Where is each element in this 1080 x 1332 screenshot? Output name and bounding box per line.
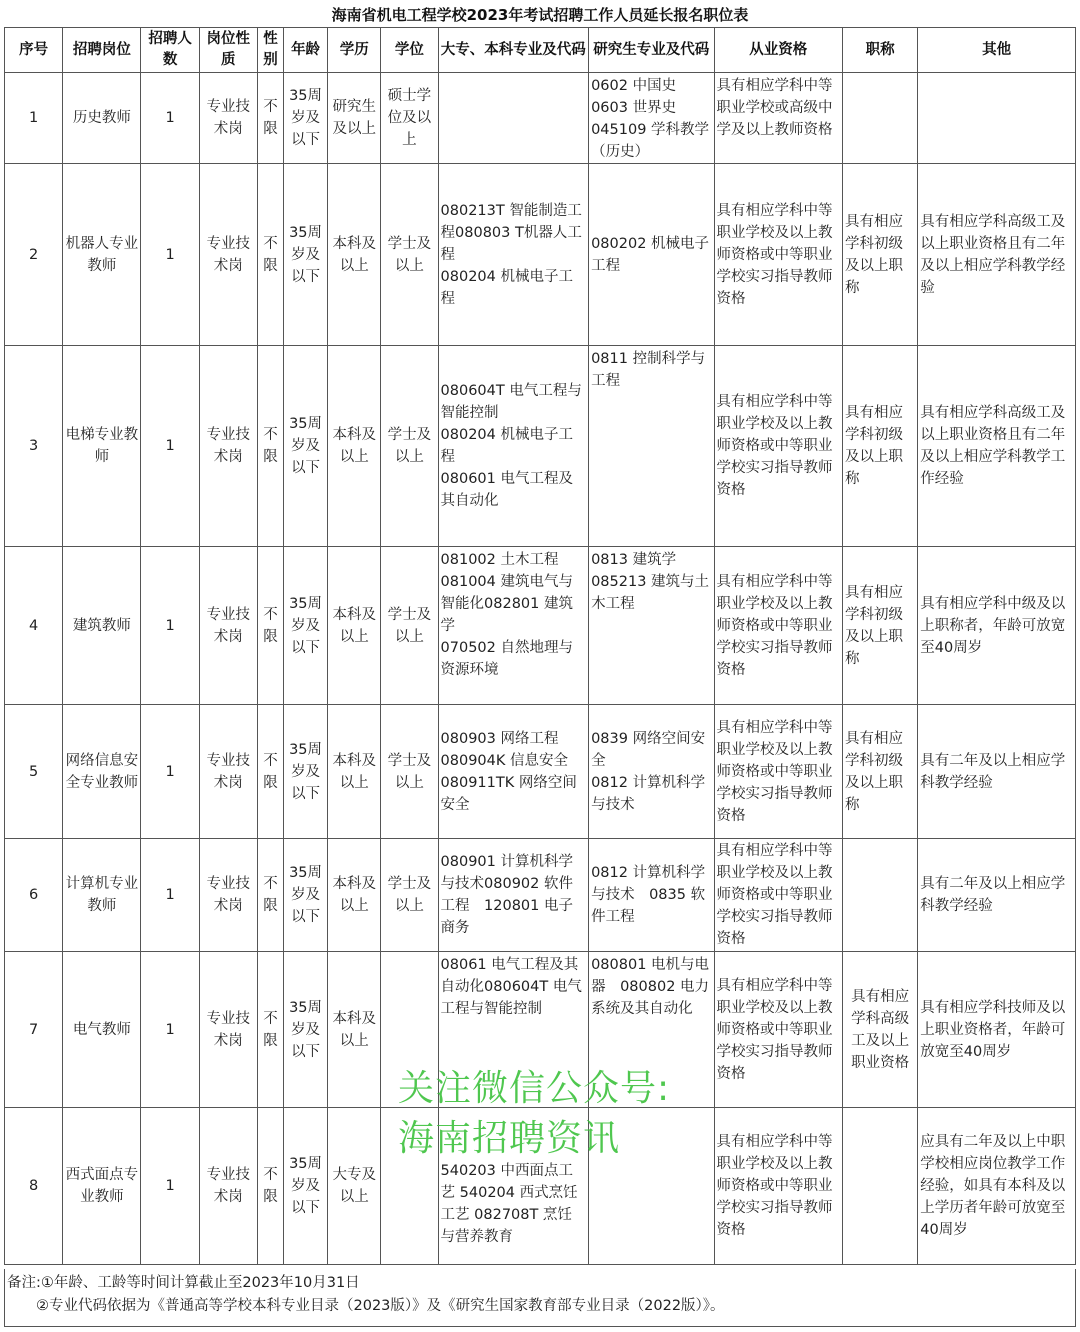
cell-undergrad-major: 081002 土木工程 081004 建筑电气与智能化082801 建筑学 070502 自然地理与资源环境: [438, 547, 589, 705]
cell-count: 1: [141, 73, 199, 164]
header-nature: 岗位性质: [199, 28, 257, 73]
cell-degree: 学士及以上: [381, 164, 438, 346]
cell-undergrad-major: 080901 计算机科学与技术080902 软件工程 120801 电子商务: [438, 839, 589, 952]
cell-nature: 专业技术岗: [199, 73, 257, 164]
cell-no: 3: [5, 346, 63, 547]
table-row: [5, 346, 1076, 547]
cell-post: 西式面点专业教师: [63, 1108, 141, 1265]
header-qualification: 从业资格: [714, 28, 842, 73]
cell-other: 具有相应学科高级工及以上职业资格且有二年及以上相应学科教学经验: [918, 164, 1076, 346]
cell-qualification: 具有相应学科中等职业学校及以上教师资格或中等职业学校实习指导教师资格: [714, 346, 842, 547]
cell-title: 具有相应学科初级及以上职称: [843, 547, 918, 705]
header-other: 其他: [918, 28, 1076, 73]
cell-count: 1: [141, 1108, 199, 1265]
cell-gender: 不限: [257, 1108, 283, 1265]
cell-title: 具有相应学科初级及以上职称: [843, 705, 918, 839]
cell-gender: 不限: [257, 839, 283, 952]
cell-nature: 专业技术岗: [199, 839, 257, 952]
cell-count: 1: [141, 346, 199, 547]
cell-nature: 专业技术岗: [199, 547, 257, 705]
cell-no: 5: [5, 705, 63, 839]
cell-other: 具有相应学科高级工及以上职业资格且有二年及以上相应学科教学工作经验: [918, 346, 1076, 547]
cell-grad-major: 0602 中国史 0603 世界史 045109 学科教学（历史）: [589, 73, 714, 164]
cell-no: 1: [5, 73, 63, 164]
cell-post: 电气教师: [63, 952, 141, 1108]
cell-undergrad-major: 080213T 智能制造工程080803 T机器人工程 080204 机械电子工程: [438, 164, 589, 346]
cell-no: 4: [5, 547, 63, 705]
cell-gender: 不限: [257, 547, 283, 705]
cell-no: 6: [5, 839, 63, 952]
cell-no: 2: [5, 164, 63, 346]
table-row: [5, 73, 1076, 164]
header-count: 招聘人数: [141, 28, 199, 73]
table-row: [5, 839, 1076, 952]
cell-qualification: 具有相应学科中等职业学校及以上教师资格或中等职业学校实习指导教师资格: [714, 705, 842, 839]
watermark-line-2: 海南招聘资讯: [398, 1118, 621, 1159]
cell-grad-major: 0811 控制科学与工程: [589, 346, 714, 547]
cell-age: 35周岁及以下: [283, 839, 327, 952]
header-education: 学历: [328, 28, 381, 73]
cell-degree: 学士及以上: [381, 547, 438, 705]
cell-degree: 学士及以上: [381, 346, 438, 547]
header-gender: 性别: [257, 28, 283, 73]
cell-title: 具有相应学科初级及以上职称: [843, 164, 918, 346]
cell-grad-major: 0813 建筑学 085213 建筑与土木工程: [589, 547, 714, 705]
header-title: 职称: [843, 28, 918, 73]
table-title: 海南省机电工程学校2023年考试招聘工作人员延长报名职位表: [331, 6, 749, 24]
cell-grad-major: 0812 计算机科学与技术 0835 软件工程: [589, 839, 714, 952]
cell-other: 具有相应学科技师及以上职业资格者，年龄可放宽至40周岁: [918, 952, 1076, 1108]
cell-other: 具有二年及以上相应学科教学经验: [918, 705, 1076, 839]
cell-age: 35周岁及以下: [283, 952, 327, 1108]
cell-other: [918, 73, 1076, 164]
cell-post: 计算机专业教师: [63, 839, 141, 952]
cell-grad-major: 080202 机械电子工程: [589, 164, 714, 346]
cell-post: 建筑教师: [63, 547, 141, 705]
cell-post: 机器人专业教师: [63, 164, 141, 346]
cell-undergrad-major: 080604T 电气工程与智能控制 080204 机械电子工程 080601 电气工程及其自动化: [438, 346, 589, 547]
cell-qualification: 具有相应学科中等职业学校及以上教师资格或中等职业学校实习指导教师资格: [714, 952, 842, 1108]
cell-count: 1: [141, 705, 199, 839]
cell-title: 具有相应学科初级及以上职称: [843, 346, 918, 547]
cell-no: 7: [5, 952, 63, 1108]
cell-gender: 不限: [257, 164, 283, 346]
cell-degree: 学士及以上: [381, 839, 438, 952]
cell-education: 本科及以上: [328, 164, 381, 346]
cell-education: 本科及以上: [328, 952, 381, 1108]
header-age: 年龄: [283, 28, 327, 73]
header-grad-major: 研究生专业及代码: [589, 28, 714, 73]
header-undergrad-major: 大专、本科专业及代码: [438, 28, 589, 73]
cell-other: 具有相应学科中级及以上职称者，年龄可放宽至40周岁: [918, 547, 1076, 705]
cell-gender: 不限: [257, 346, 283, 547]
cell-qualification: 具有相应学科中等职业学校及以上教师资格或中等职业学校实习指导教师资格: [714, 547, 842, 705]
cell-undergrad-major: 080903 网络工程 080904K 信息安全 080911TK 网络空间安全: [438, 705, 589, 839]
cell-grad-major: 0839 网络空间安全 0812 计算机科学与技术: [589, 705, 714, 839]
header-no: 序号: [5, 28, 63, 73]
cell-other: 应具有二年及以上中职学校相应岗位教学工作经验，如具有本科及以上学历者年龄可放宽至40周岁: [918, 1108, 1076, 1265]
cell-count: 1: [141, 839, 199, 952]
cell-nature: 专业技术岗: [199, 346, 257, 547]
cell-post: 网络信息安全专业教师: [63, 705, 141, 839]
cell-gender: 不限: [257, 73, 283, 164]
cell-title: [843, 839, 918, 952]
cell-count: 1: [141, 547, 199, 705]
cell-undergrad-major: 540203 中西面点工艺 540204 西式烹饪工艺 082708T 烹饪与营养教育: [438, 1108, 589, 1265]
cell-qualification: 具有相应学科中等职业学校及以上教师资格或中等职业学校实习指导教师资格: [714, 839, 842, 952]
cell-count: 1: [141, 952, 199, 1108]
cell-age: 35周岁及以下: [283, 547, 327, 705]
cell-undergrad-major: [438, 73, 589, 164]
cell-education: 本科及以上: [328, 705, 381, 839]
header-degree: 学位: [381, 28, 438, 73]
cell-age: 35周岁及以下: [283, 73, 327, 164]
cell-nature: 专业技术岗: [199, 1108, 257, 1265]
cell-undergrad-major: 08061 电气工程及其自动化080604T 电气工程与智能控制: [438, 952, 589, 1108]
cell-age: 35周岁及以下: [283, 1108, 327, 1265]
cell-qualification: 具有相应学科中等职业学校及以上教师资格或中等职业学校实习指导教师资格: [714, 1108, 842, 1265]
cell-gender: 不限: [257, 952, 283, 1108]
cell-degree: 学士及以上: [381, 705, 438, 839]
header-row: [5, 28, 1076, 73]
cell-other: 具有二年及以上相应学科教学经验: [918, 839, 1076, 952]
cell-education: 大专及以上: [328, 1108, 381, 1265]
cell-qualification: 具有相应学科中等职业学校及以上教师资格或中等职业学校实习指导教师资格: [714, 164, 842, 346]
cell-education: 研究生及以上: [328, 73, 381, 164]
cell-grad-major: 080801 电机与电器 080802 电力系统及其自动化: [589, 952, 714, 1108]
cell-count: 1: [141, 164, 199, 346]
cell-post: 历史教师: [63, 73, 141, 164]
table-row: [5, 164, 1076, 346]
cell-degree: 硕士学位及以上: [381, 73, 438, 164]
header-post: 招聘岗位: [63, 28, 141, 73]
cell-title: 具有相应学科高级工及以上职业资格: [843, 952, 918, 1108]
cell-age: 35周岁及以下: [283, 346, 327, 547]
note-line-1: 备注:①年龄、工龄等时间计算截止至2023年10月31日: [7, 1275, 360, 1291]
cell-nature: 专业技术岗: [199, 952, 257, 1108]
table-row: [5, 705, 1076, 839]
watermark-line-1: 关注微信公众号:: [398, 1068, 671, 1109]
cell-title: [843, 1108, 918, 1265]
cell-nature: 专业技术岗: [199, 705, 257, 839]
cell-age: 35周岁及以下: [283, 164, 327, 346]
cell-qualification: 具有相应学科中等职业学校或高级中学及以上教师资格: [714, 73, 842, 164]
cell-gender: 不限: [257, 705, 283, 839]
cell-education: 本科及以上: [328, 547, 381, 705]
notes-box: [4, 1269, 1076, 1327]
cell-no: 8: [5, 1108, 63, 1265]
cell-title: [843, 73, 918, 164]
cell-post: 电梯专业教师: [63, 346, 141, 547]
note-line-2: ②专业代码依据为《普通高等学校本科专业目录（2023版）》及《研究生国家教育部专业目录（2022版）》。: [7, 1298, 725, 1314]
cell-age: 35周岁及以下: [283, 705, 327, 839]
cell-education: 本科及以上: [328, 346, 381, 547]
cell-nature: 专业技术岗: [199, 164, 257, 346]
cell-education: 本科及以上: [328, 839, 381, 952]
table-row: [5, 547, 1076, 705]
